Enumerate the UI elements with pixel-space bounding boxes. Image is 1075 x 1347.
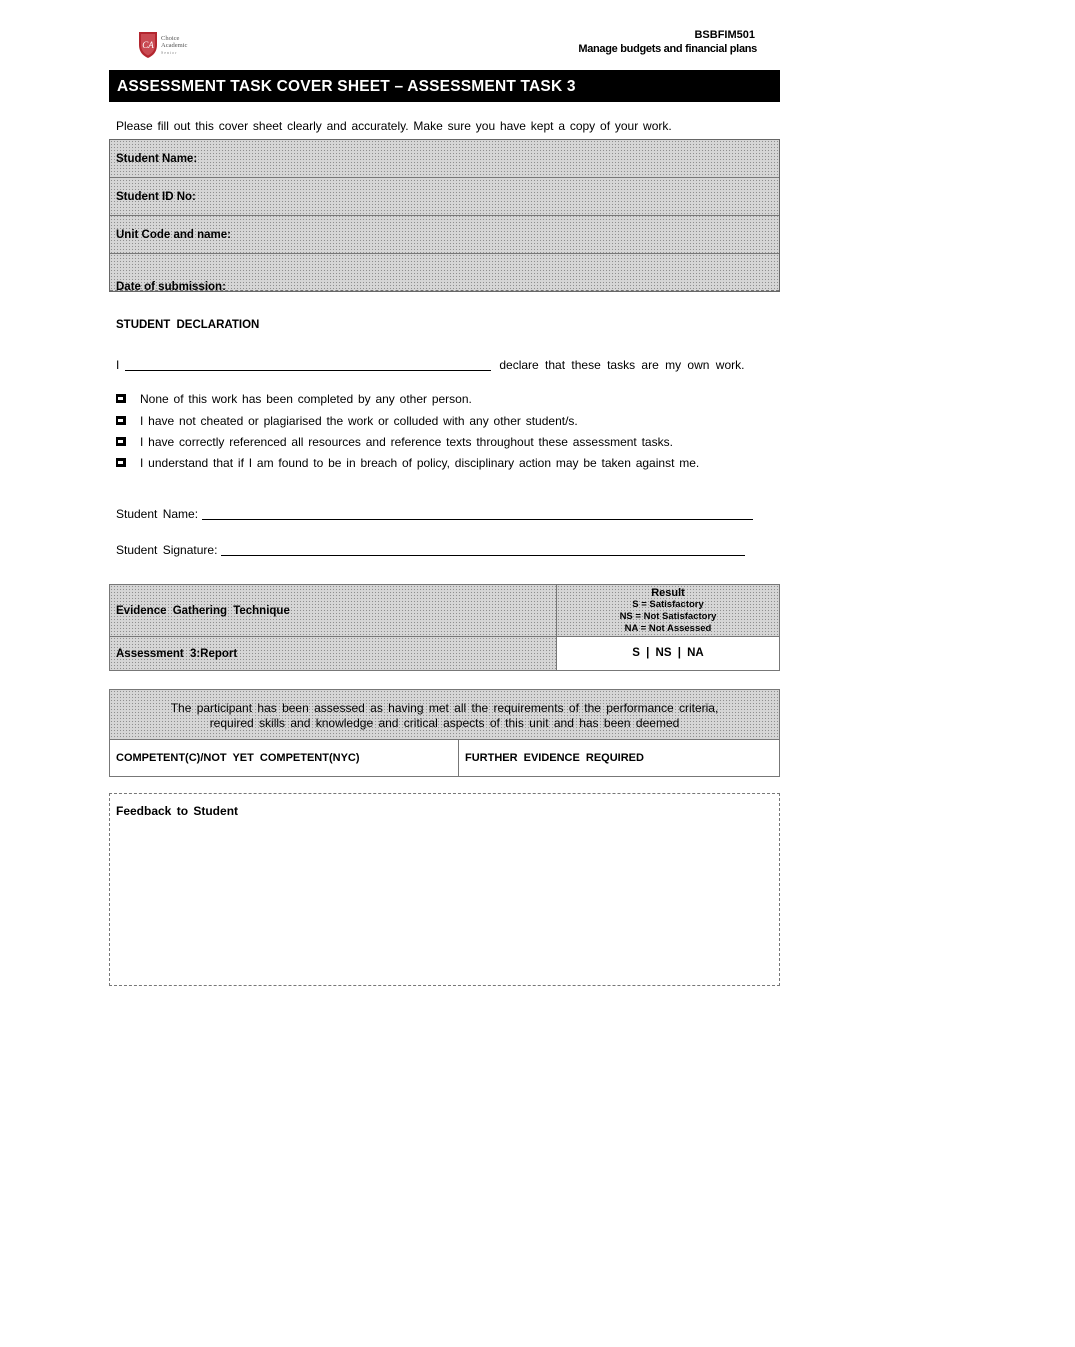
student-name-field[interactable] [110,140,779,178]
declaration-line [116,358,744,372]
declaration-statement [116,455,776,489]
submission-date-field[interactable] [110,254,779,291]
student-signature-label: Student Signature: [116,543,218,557]
unit-code-label: Unit Code and name: [116,229,232,241]
result-header-cell [557,585,779,637]
technique-header-cell [110,585,557,637]
competency-statement [110,690,779,740]
checkbox-icon[interactable] [116,437,126,446]
student-id-label: Student ID No: [116,191,196,203]
logo-wordmark [161,35,187,56]
checkbox-icon[interactable] [116,394,126,403]
student-info-table [109,139,780,292]
page-title: ASSESSMENT TASK COVER SHEET – ASSESSMENT TASK 3 [109,70,780,102]
student-name-label: Student Name: [116,153,198,165]
declaration-heading: STUDENT DECLARATION [116,319,260,331]
student-signature-line [116,543,745,557]
intro-text: Please fill out this cover sheet clearly and accurately. Make sure you have kept a copy of your work. [116,119,672,133]
student-name-blank[interactable] [202,519,753,520]
assessment-row-cell [110,637,557,670]
student-name-line-label: Student Name: [116,507,199,521]
further-evidence-option: FURTHER EVIDENCE REQUIRED [465,752,644,764]
logo-line-2: Academic [161,42,188,49]
evidence-table [109,584,780,671]
submission-date-label: Date of submission: [116,281,226,293]
feedback-box[interactable] [109,793,780,986]
feedback-label: Feedback to Student [116,804,239,818]
statement-text: None of this work has been completed by any other person. [140,392,472,406]
result-legend-s: S = Satisfactory [632,599,704,610]
result-header: Result [651,587,685,599]
logo-line-3: Senior [161,50,178,55]
technique-header: Evidence Gathering Technique [116,605,290,617]
further-evidence-cell[interactable] [459,740,779,776]
competency-table [109,689,780,777]
result-legend-ns: NS = Not Satisfactory [619,611,717,622]
unit-code-field[interactable] [110,216,779,254]
student-signature-blank[interactable] [221,555,745,556]
competent-option-cell[interactable] [110,740,459,776]
declaration-statement [116,413,776,431]
declaration-statement [116,391,776,409]
declaration-statement [116,434,776,452]
unit-title: Manage budgets and financial plans [578,43,757,55]
logo-line-1: Choice [161,35,180,42]
svg-text:CA: CA [142,40,154,50]
competent-option: COMPETENT(C)/NOT YET COMPETENT(NYC) [116,752,360,764]
statement-text: I understand that if I am found to be in breach of policy, disciplinary action may be taken against me. [140,456,700,470]
declaration-name-blank[interactable] [125,370,491,371]
statement-text: I have correctly referenced all resources and reference texts throughout these assessment tasks. [140,435,673,449]
declaration-tail: declare that these tasks are my own work. [499,358,745,372]
student-name-line [116,507,753,521]
competency-statement-line-2: required skills and knowledge and critical aspects of this unit and has been deemed [209,716,680,730]
student-id-field[interactable] [110,178,779,216]
result-legend-na: NA = Not Assessed [624,623,712,634]
assessment-row-label: Assessment 3:Report [116,648,238,660]
statement-text: I have not cheated or plagiarised the work or colluded with any other student/s. [140,414,578,428]
checkbox-icon[interactable] [116,458,126,467]
unit-code: BSBFIM501 [694,29,755,41]
checkbox-icon[interactable] [116,416,126,425]
competency-statement-line-1: The participant has been assessed as having met all the requirements of the performance criteria, [170,701,719,715]
result-options[interactable]: S | NS | NA [632,647,704,659]
declaration-lead: I [116,358,120,372]
